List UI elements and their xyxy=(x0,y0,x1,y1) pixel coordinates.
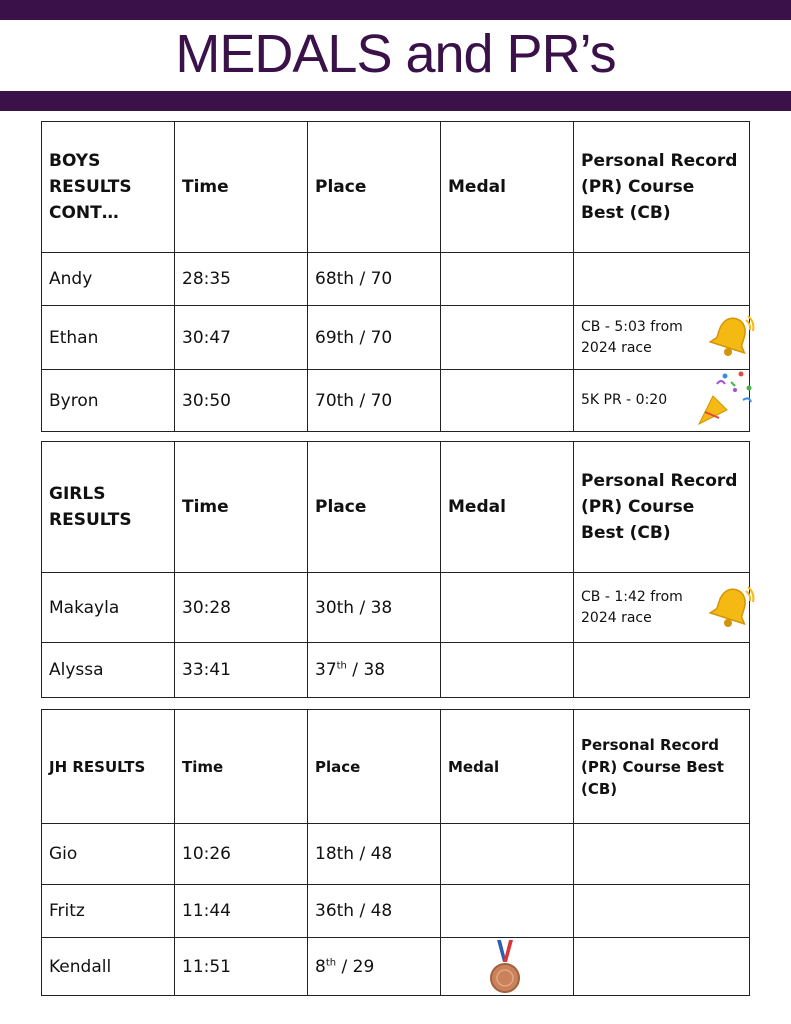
athlete-time: 30:47 xyxy=(175,306,308,370)
athlete-place: 36th / 48 xyxy=(308,885,441,938)
table-header-row xyxy=(42,122,750,253)
athlete-place xyxy=(308,643,441,698)
bell-icon xyxy=(707,312,755,360)
table-row xyxy=(42,306,750,370)
athlete-medal xyxy=(441,938,574,996)
place-number: 37 xyxy=(315,660,337,680)
bell-icon xyxy=(707,583,755,631)
top-banner-bar xyxy=(0,0,791,20)
athlete-pr xyxy=(574,306,750,370)
athlete-name: Alyssa xyxy=(42,643,175,698)
place-header: Place xyxy=(308,442,441,573)
athlete-place: 70th / 70 xyxy=(308,370,441,432)
pr-header: Personal Record (PR) Course Best (CB) xyxy=(574,122,750,253)
place-number: 8 xyxy=(315,956,326,977)
table-row xyxy=(42,938,750,996)
pr-note: CB - 5:03 from 2024 race xyxy=(581,318,683,356)
place-suffix: th xyxy=(325,956,337,968)
athlete-name: Fritz xyxy=(42,885,175,938)
table-row xyxy=(42,573,750,643)
time-header: Time xyxy=(175,442,308,573)
party-popper-icon xyxy=(695,366,757,428)
place-header: Place xyxy=(308,710,441,824)
medal-header: Medal xyxy=(441,442,574,573)
athlete-pr xyxy=(574,938,750,996)
medal-header: Medal xyxy=(441,122,574,253)
section-header: BOYS RESULTS CONT… xyxy=(42,122,175,253)
athlete-time: 10:26 xyxy=(175,824,308,885)
medal-header: Medal xyxy=(441,710,574,824)
pr-header: Personal Record (PR) Course Best (CB) xyxy=(574,442,750,573)
place-suffix: th xyxy=(336,660,347,672)
title-underline-bar xyxy=(0,91,791,111)
athlete-medal xyxy=(441,306,574,370)
athlete-time: 11:51 xyxy=(175,938,308,996)
athlete-pr xyxy=(574,643,750,698)
section-header: JH RESULTS xyxy=(42,710,175,824)
bronze-medal-icon xyxy=(489,940,521,994)
place-header: Place xyxy=(308,122,441,253)
athlete-place xyxy=(308,938,441,996)
pr-note: CB - 1:42 from 2024 race xyxy=(581,588,683,626)
athlete-time: 30:28 xyxy=(175,573,308,643)
table-row xyxy=(42,370,750,432)
athlete-name: Andy xyxy=(42,253,175,306)
athlete-medal xyxy=(441,370,574,432)
athlete-medal xyxy=(441,253,574,306)
table-row xyxy=(42,643,750,698)
athlete-pr xyxy=(574,885,750,938)
table-row xyxy=(42,885,750,938)
athlete-medal xyxy=(441,885,574,938)
athlete-time: 30:50 xyxy=(175,370,308,432)
athlete-place: 69th / 70 xyxy=(308,306,441,370)
athlete-place: 18th / 48 xyxy=(308,824,441,885)
boys-results-table xyxy=(41,121,750,432)
athlete-pr xyxy=(574,370,750,432)
place-total: / 38 xyxy=(346,660,386,680)
athlete-time: 33:41 xyxy=(175,643,308,698)
pr-note: 5K PR - 0:20 xyxy=(581,392,668,408)
girls-results-table xyxy=(41,441,750,698)
athlete-time: 11:44 xyxy=(175,885,308,938)
athlete-name: Byron xyxy=(42,370,175,432)
athlete-pr xyxy=(574,253,750,306)
pr-header: Personal Record (PR) Course Best (CB) xyxy=(574,710,750,824)
athlete-name: Gio xyxy=(42,824,175,885)
table-row xyxy=(42,824,750,885)
athlete-name: Makayla xyxy=(42,573,175,643)
athlete-place: 30th / 38 xyxy=(308,573,441,643)
athlete-medal xyxy=(441,643,574,698)
athlete-name: Ethan xyxy=(42,306,175,370)
time-header: Time xyxy=(175,122,308,253)
athlete-place: 68th / 70 xyxy=(308,253,441,306)
athlete-pr xyxy=(574,824,750,885)
athlete-name: Kendall xyxy=(42,938,175,996)
table-header-row xyxy=(42,442,750,573)
time-header: Time xyxy=(175,710,308,824)
page-title: MEDALS and PR’s xyxy=(175,24,616,84)
table-row xyxy=(42,253,750,306)
athlete-medal xyxy=(441,573,574,643)
section-header: GIRLS RESULTS xyxy=(42,442,175,573)
table-header-row xyxy=(42,710,750,824)
place-total: / 29 xyxy=(336,956,375,977)
athlete-pr xyxy=(574,573,750,643)
jh-results-table xyxy=(41,709,750,996)
athlete-medal xyxy=(441,824,574,885)
athlete-time: 28:35 xyxy=(175,253,308,306)
